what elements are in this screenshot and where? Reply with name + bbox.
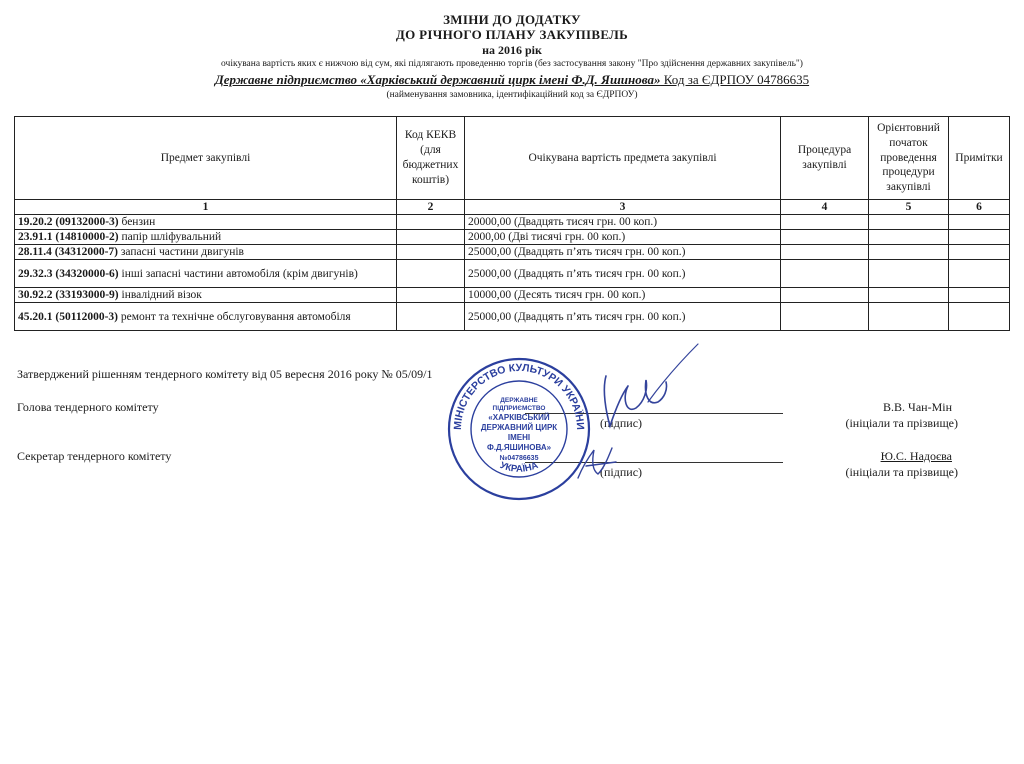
header-procedure: Процедура закупівлі [781, 117, 869, 200]
name-hint: (ініціали та прізвище) [845, 465, 958, 479]
cell-notes [949, 245, 1010, 260]
cell-cost: 10000,00 (Десять тисяч грн. 00 коп.) [465, 288, 781, 303]
cell-start [869, 215, 949, 230]
cpv-code: 19.20.2 (09132000-3) [18, 216, 119, 228]
signature-flourish [612, 340, 702, 420]
column-number: 3 [465, 200, 781, 215]
header-kekv: Код КЕКВ (для бюджетних коштів) [397, 117, 465, 200]
cell-notes [949, 215, 1010, 230]
signature-hint: (підпис) [600, 416, 643, 430]
table-row [15, 230, 1010, 245]
table-row [15, 215, 1010, 230]
cpv-code: 45.20.1 (50112000-3) [18, 310, 118, 323]
cell-start [869, 230, 949, 245]
item-name: запасні частини двигунів [117, 246, 244, 258]
stamp-inner-line: ДЕРЖАВНИЙ ЦИРК [480, 423, 558, 432]
column-number: 5 [869, 200, 949, 215]
column-number: 4 [781, 200, 869, 215]
secretary-name: Ю.С. Надоєва [880, 449, 952, 463]
cell-procedure [781, 288, 869, 303]
table-header-row [15, 117, 1010, 200]
stamp-inner-line: «ХАРКІВСЬКИЙ [488, 413, 550, 422]
stamp-inner-line: ДЕРЖАВНЕ [500, 397, 538, 404]
header-cost: Очікувана вартість предмета закупівлі [465, 117, 781, 200]
document-title-line-2: ДО РІЧНОГО ПЛАНУ ЗАКУПІВЕЛЬ [395, 27, 629, 42]
document-year: на 2016 рік [482, 43, 542, 57]
customer-line [0, 72, 1024, 88]
cell-start [869, 245, 949, 260]
secretary-signature [572, 440, 624, 484]
cell-cost: 25000,00 (Двадцять п’ять тисяч грн. 00 коп.) [465, 303, 781, 331]
item-name: інші запасні частини автомобіля (крім двигунів) [118, 267, 358, 280]
cpv-code: 30.92.2 (33193000-9) [18, 289, 119, 301]
cell-kekv [397, 215, 465, 230]
cell-kekv [397, 230, 465, 245]
header-subject: Предмет закупівлі [15, 117, 397, 200]
table-row [15, 303, 1010, 331]
item-name: папір шліфувальний [118, 231, 222, 243]
stamp-outer-text: МІНІСТЕРСТВО КУЛЬТУРИ УКРАЇНИ [451, 361, 587, 431]
item-name: бензин [118, 216, 156, 228]
cell-subject [15, 245, 397, 260]
cell-cost: 20000,00 (Двадцять тисяч грн. 00 коп.) [465, 215, 781, 230]
stamp-inner-line: Ф.Д.ЯШИНОВА» [486, 443, 552, 452]
chairman-role: Голова тендерного комітету [17, 400, 159, 414]
cell-procedure [781, 245, 869, 260]
cell-subject [15, 215, 397, 230]
name-hint: (ініціали та прізвище) [845, 416, 958, 430]
table-row [15, 245, 1010, 260]
cell-procedure [781, 230, 869, 245]
document-note: очікувана вартість яких є нижчою від сум, які підлягають проведенню торгів (без застосування закону "Про здійснення державних закупівель") [221, 59, 803, 69]
cell-kekv [397, 245, 465, 260]
stamp-inner-line: №04786635 [499, 455, 539, 462]
cpv-code: 29.32.3 (34320000-6) [18, 267, 119, 280]
cell-cost: 25000,00 (Двадцять п’ять тисяч грн. 00 коп.) [465, 260, 781, 288]
secretary-role: Секретар тендерного комітету [17, 449, 172, 463]
procurement-table [14, 116, 1010, 331]
header-start: Орієнтовний початок проведення процедури закупівлі [869, 117, 949, 200]
cell-notes [949, 230, 1010, 245]
cell-kekv [397, 303, 465, 331]
column-number: 6 [949, 200, 1010, 215]
cell-procedure [781, 303, 869, 331]
header-notes: Примітки [949, 117, 1010, 200]
cell-procedure [781, 260, 869, 288]
chairman-name: В.В. Чан-Мін [883, 400, 952, 414]
cell-notes [949, 303, 1010, 331]
signature-hint: (підпис) [600, 465, 643, 479]
item-name: ремонт та технічне обслуговування автомобіля [117, 310, 351, 323]
cell-notes [949, 288, 1010, 303]
cell-subject [15, 260, 397, 288]
cpv-code: 28.11.4 (34312000-7) [18, 246, 118, 258]
customer-code: Код за ЄДРПОУ 04786635 [660, 72, 810, 87]
cell-start [869, 288, 949, 303]
table-number-row [15, 200, 1010, 215]
cell-procedure [781, 215, 869, 230]
customer-name: Державне підприємство «Харківський державний цирк імені Ф.Д. Яшинова» [214, 72, 661, 87]
cell-kekv [397, 260, 465, 288]
cell-notes [949, 260, 1010, 288]
cell-kekv [397, 288, 465, 303]
stamp-inner-line: ПІДПРИЄМСТВО [492, 405, 546, 412]
table-row [15, 288, 1010, 303]
cell-subject [15, 303, 397, 331]
cell-cost: 2000,00 (Дві тисячі грн. 00 коп.) [465, 230, 781, 245]
column-number: 1 [15, 200, 397, 215]
column-number: 2 [397, 200, 465, 215]
official-stamp [446, 356, 592, 502]
approval-statement: Затверджений рішенням тендерного комітету від 05 вересня 2016 року № 05/09/1 [17, 367, 433, 381]
customer-hint: (найменування замовника, ідентифікаційний код за ЄДРПОУ) [386, 90, 638, 100]
cell-start [869, 260, 949, 288]
cell-start [869, 303, 949, 331]
stamp-inner-line: ІМЕНІ [507, 433, 531, 442]
cell-subject [15, 288, 397, 303]
item-name: інвалідний візок [118, 289, 202, 301]
cell-subject [15, 230, 397, 245]
stamp-bottom-text: УКРАЇНА [498, 459, 540, 475]
cpv-code: 23.91.1 (14810000-2) [18, 231, 119, 243]
document-title-line-1: ЗМІНИ ДО ДОДАТКУ [443, 12, 581, 27]
table-row [15, 260, 1010, 288]
cell-cost: 25000,00 (Двадцять п’ять тисяч грн. 00 коп.) [465, 245, 781, 260]
